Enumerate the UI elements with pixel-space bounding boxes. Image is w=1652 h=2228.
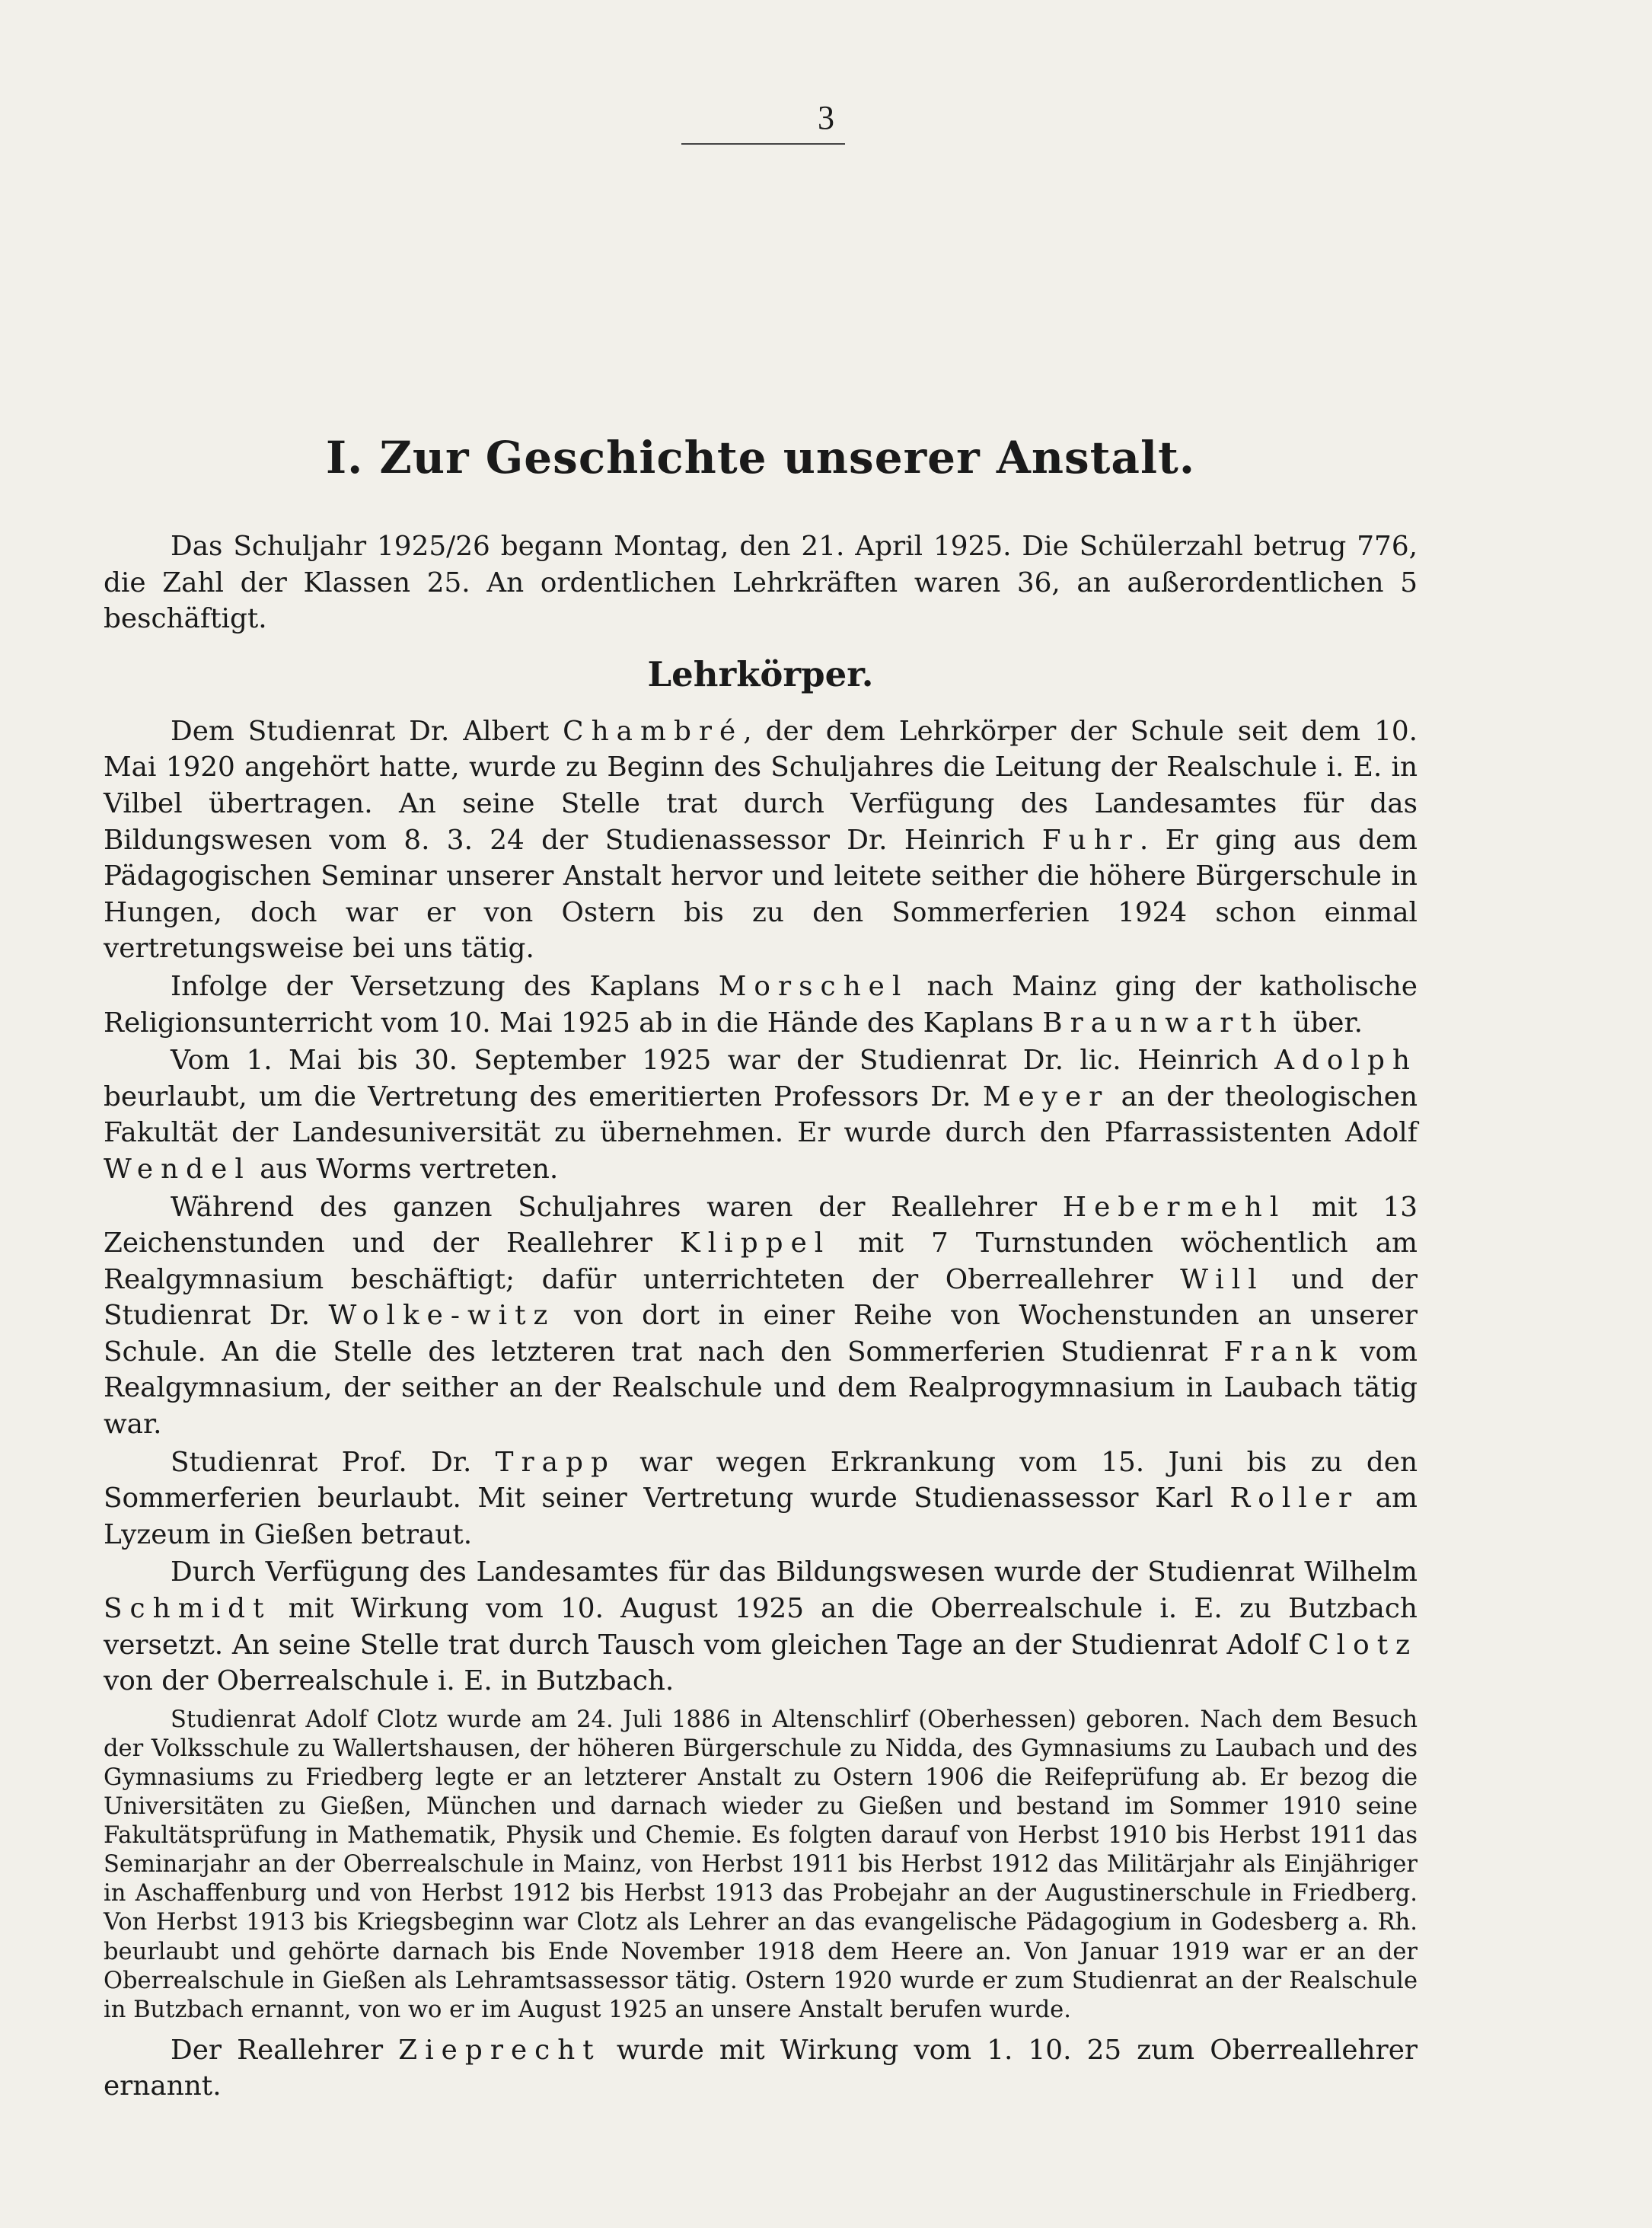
chapter-title: I. Zur Geschichte unserer Anstalt. <box>325 432 1196 484</box>
text-run: Studienrat Prof. Dr. <box>171 1446 496 1478</box>
intro-paragraph: Das Schuljahr 1925/26 begann Montag, den 21. April 1925. Die Schülerzahl betrug 776, die Zahl der Klassen 25. An ordentlichen Lehrkräften waren 36, an außerordentlichen 5 beschäftigt. <box>104 531 1418 635</box>
name-morschel: Morschel <box>718 970 909 1002</box>
name-hebermehl: Hebermehl <box>1062 1191 1287 1223</box>
name-wendel: Wendel <box>104 1153 251 1185</box>
name-clotz: Clotz <box>1308 1629 1418 1661</box>
text-run: vom Realgymnasium, der seither an der Realschule und dem Realprogymnasium in Laubach tätig war. <box>104 1336 1418 1441</box>
paragraph-morschel <box>104 969 1418 1041</box>
paragraph-schmidt <box>104 1554 1418 1699</box>
text-run: Dem Studienrat Dr. Albert <box>171 715 563 747</box>
text-run: war wegen Erkrankung vom 15. Juni bis zu den Sommerferien beurlaubt. Mit seiner Vertretung wurde Studienassessor Karl <box>104 1446 1418 1515</box>
text-run: mit 13 Zeichenstunden und der Reallehrer <box>104 1191 1418 1259</box>
name-roller: Roller <box>1229 1483 1360 1515</box>
name-fuhr: Fuhr <box>1041 824 1140 856</box>
name-wolkewitz-part1: Wolke- <box>328 1300 468 1332</box>
text-run: mit 7 Turnstunden wöchentlich am Realgymnasium beschäftigt; dafür unterrichteten der Oberreallehrer <box>104 1227 1418 1295</box>
text-run: aus Worms vertreten. <box>250 1153 559 1185</box>
text-run: am Lyzeum in Gießen betraut. <box>104 1483 1418 1550</box>
page-number-rule <box>681 143 845 145</box>
text-run: und der Studienrat Dr. <box>104 1263 1418 1332</box>
text-run: von dort in einer Reihe von Wochenstunden an unserer Schule. An die Stelle des letzteren trat nach den Sommerferien Studienrat <box>104 1300 1418 1368</box>
text-run: über. <box>1284 1007 1363 1039</box>
biography-note-clotz: Studienrat Adolf Clotz wurde am 24. Juli 1886 in Altenschlirf (Oberhessen) geboren. Nach dem Besuch der Volksschule zu Wallertshausen, der höheren Bürgerschule zu Nidda, des Gymnasiums zu Laubach und des Gymnasiums zu Friedberg legte er an letzterer Anstalt zu Ostern 1906 die Reifeprüfung ab. Er bezog die Universitäten zu Gießen, München und darnach wieder zu Gießen und bestand im Sommer 1910 seine Fakultätsprüfung in Mathematik, Physik und Chemie. Es folgten darauf von Herbst 1910 bis Herbst 1911 das Seminarjahr an der Oberrealschule in Mainz, von Herbst 1911 bis Herbst 1912 das Militärjahr als Einjähriger in Aschaffenburg und von Herbst 1912 bis Herbst 1913 das Probejahr an der Augustinerschule in Friedberg. Von Herbst 1913 bis Kriegsbeginn war Clotz als Lehrer an das evangelische Pädagogium in Godesberg a. Rh. beurlaubt und gehörte darnach bis Ende November 1918 dem Heere an. Von Januar 1919 war er an der Oberrealschule in Gießen als Lehramtsassessor tätig. Ostern 1920 wurde er zum Studienrat an der Realschule in Butzbach ernannt, von wo er im August 1925 an unsere Anstalt berufen wurde. <box>104 1706 1418 2023</box>
text-run: wurde mit Wirkung vom 1. 10. 25 zum Oberreallehrer ernannt. <box>104 2034 1418 2102</box>
name-trapp: Trapp <box>495 1446 616 1478</box>
text-run: , der dem Lehrkörper der Schule seit dem 10. Mai 1920 angehört hatte, wurde zu Beginn des Schuljahres die Leitung der Realschule i. E. in Vilbel übertragen. An seine Stelle trat durch Verfügung des Landesamtes für das Bildungswesen vom 8. 3. 24 der Studienassessor Dr. Heinrich <box>104 715 1418 856</box>
text-run: von der Oberrealschule i. E. in Butzbach. <box>104 1665 675 1697</box>
text-run: Vom 1. Mai bis 30. September 1925 war der Studienrat Dr. lic. Heinrich <box>171 1045 1275 1077</box>
paragraph-adolph <box>104 1042 1418 1187</box>
text-run: Durch Verfügung des Landesamtes für das Bildungswesen wurde der Studienrat Wilhelm <box>171 1556 1418 1588</box>
text-run: . Er ging aus dem Pädagogischen Seminar unserer Anstalt hervor und leitete seither die höhere Bürgerschule in Hungen, doch war er von Ostern bis zu den Sommerferien 1924 schon einmal vertretungsweise bei uns tätig. <box>104 824 1418 965</box>
text-run: nach Mainz ging der katholische Religionsunterricht vom 10. Mai 1925 ab in die Hände des Kaplans <box>104 970 1418 1039</box>
name-chambre: Chambré <box>563 715 744 747</box>
section-heading: Lehrkörper. <box>647 653 874 694</box>
name-klippel: Klippel <box>680 1227 831 1259</box>
page-number: 3 <box>818 99 834 136</box>
name-zieprecht: Zieprecht <box>398 2034 601 2066</box>
paragraph-trapp <box>104 1444 1418 1553</box>
name-will: Will <box>1180 1263 1265 1295</box>
name-adolph: Adolph <box>1274 1045 1418 1077</box>
name-wolkewitz-part2: witz <box>467 1300 556 1332</box>
text-run: mit Wirkung vom 10. August 1925 an die Oberrealschule i. E. zu Butzbach versetzt. An seine Stelle trat durch Tausch vom gleichen Tage an der Studienrat Adolf <box>104 1593 1418 1661</box>
paragraph-chambre <box>104 713 1418 967</box>
name-braunwarth: Braunwarth <box>1042 1007 1284 1039</box>
text-run: Während des ganzen Schuljahres waren der Reallehrer <box>171 1191 1063 1223</box>
text-run: Infolge der Versetzung des Kaplans <box>171 970 719 1002</box>
paragraph-zieprecht <box>104 2032 1418 2105</box>
text-run: Der Reallehrer <box>171 2034 399 2066</box>
name-frank: Frank <box>1223 1336 1344 1368</box>
page-content <box>104 431 1418 2105</box>
paragraph-hebermehl <box>104 1189 1418 1443</box>
text-run: beurlaubt, um die Vertretung des emeritierten Professors Dr. <box>104 1080 983 1112</box>
name-schmidt: Schmidt <box>104 1593 272 1625</box>
name-meyer: Meyer <box>982 1080 1110 1112</box>
text-run: an der theologischen Fakultät der Landesuniversität zu übernehmen. Er wurde durch den Pfarrassistenten Adolf <box>104 1080 1418 1149</box>
